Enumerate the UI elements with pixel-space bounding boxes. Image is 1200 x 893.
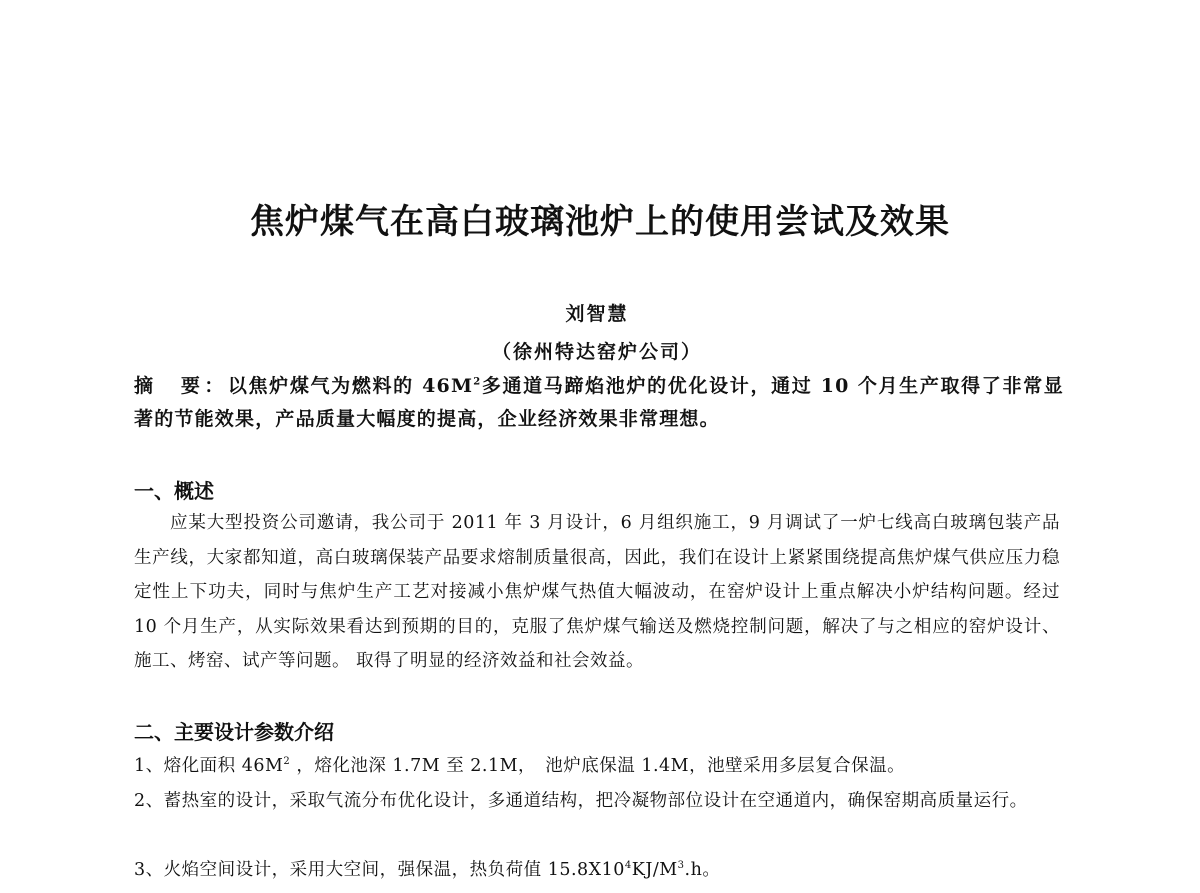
item3-superscript-cubic: 3 (677, 860, 685, 872)
abstract-superscript: 2 (473, 376, 482, 388)
section-heading-overview: 一、概述 (134, 479, 214, 503)
author-affiliation: （徐州特达窑炉公司） (491, 341, 702, 363)
item1-superscript: 2 (283, 756, 291, 768)
section-heading-design-parameters: 二、主要设计参数介绍 (134, 720, 334, 744)
parameter-item-2: 2、蓄热室的设计，采取气流分布优化设计，多通道结构，把冷凝物部位设计在空通道内，确保窑期高质量运行。 (134, 791, 1028, 811)
item3-text-end: .h。 (684, 860, 721, 880)
abstract-text-end: 多通道马蹄焰池炉的优化设计，通过 10 个月生产取得了非常显著的节能效果，产品质量大幅度的提高，企业经济效果非常理想。 (134, 375, 1064, 430)
abstract-text-start: 以焦炉煤气为燃料的 46M (227, 375, 474, 397)
item3-text-unit: KJ/M (631, 860, 678, 880)
paper-title: 焦炉煤气在高白玻璃池炉上的使用尝试及效果 (250, 202, 950, 242)
item1-text-end: ，熔化池深 1.7M 至 2.1M， 池炉底保温 1.4M，池壁采用多层复合保温。 (290, 756, 906, 776)
item1-text-start: 1、熔化面积 46M (134, 756, 284, 776)
abstract (134, 370, 1064, 436)
parameter-item-3 (134, 853, 1060, 888)
abstract-label: 摘 要： (134, 375, 228, 397)
overview-paragraph: 应某大型投资公司邀请，我公司于 2011 年 3 月设计，6 月组织施工，9 月调试了一炉七线高白玻璃包装产品生产线，大家都知道，高白玻璃保装产品要求熔制质量很高，因此，我们在设计上紧紧围绕提高焦炉煤气供应压力稳定性上下功夫，同时与焦炉生产工艺对接减小焦炉煤气热值大幅波动，在窑炉设计上重点解决小炉结构问题。经过 10 个月生产，从实际效果看达到预期的目的，克服了焦炉煤气输送及燃烧控制问题，解决了与之相应的窑炉设计、施工、烤窑、试产等问题。 取得了明显的经济效益和社会效益。 (134, 513, 1060, 671)
item3-superscript-exponent: 4 (624, 860, 632, 872)
author-name: 刘智慧 (565, 303, 629, 325)
item3-text-start: 3、火焰空间设计，采用大空间，强保温，热负荷值 15.8X10 (134, 860, 625, 880)
parameter-item-1 (134, 749, 1060, 784)
